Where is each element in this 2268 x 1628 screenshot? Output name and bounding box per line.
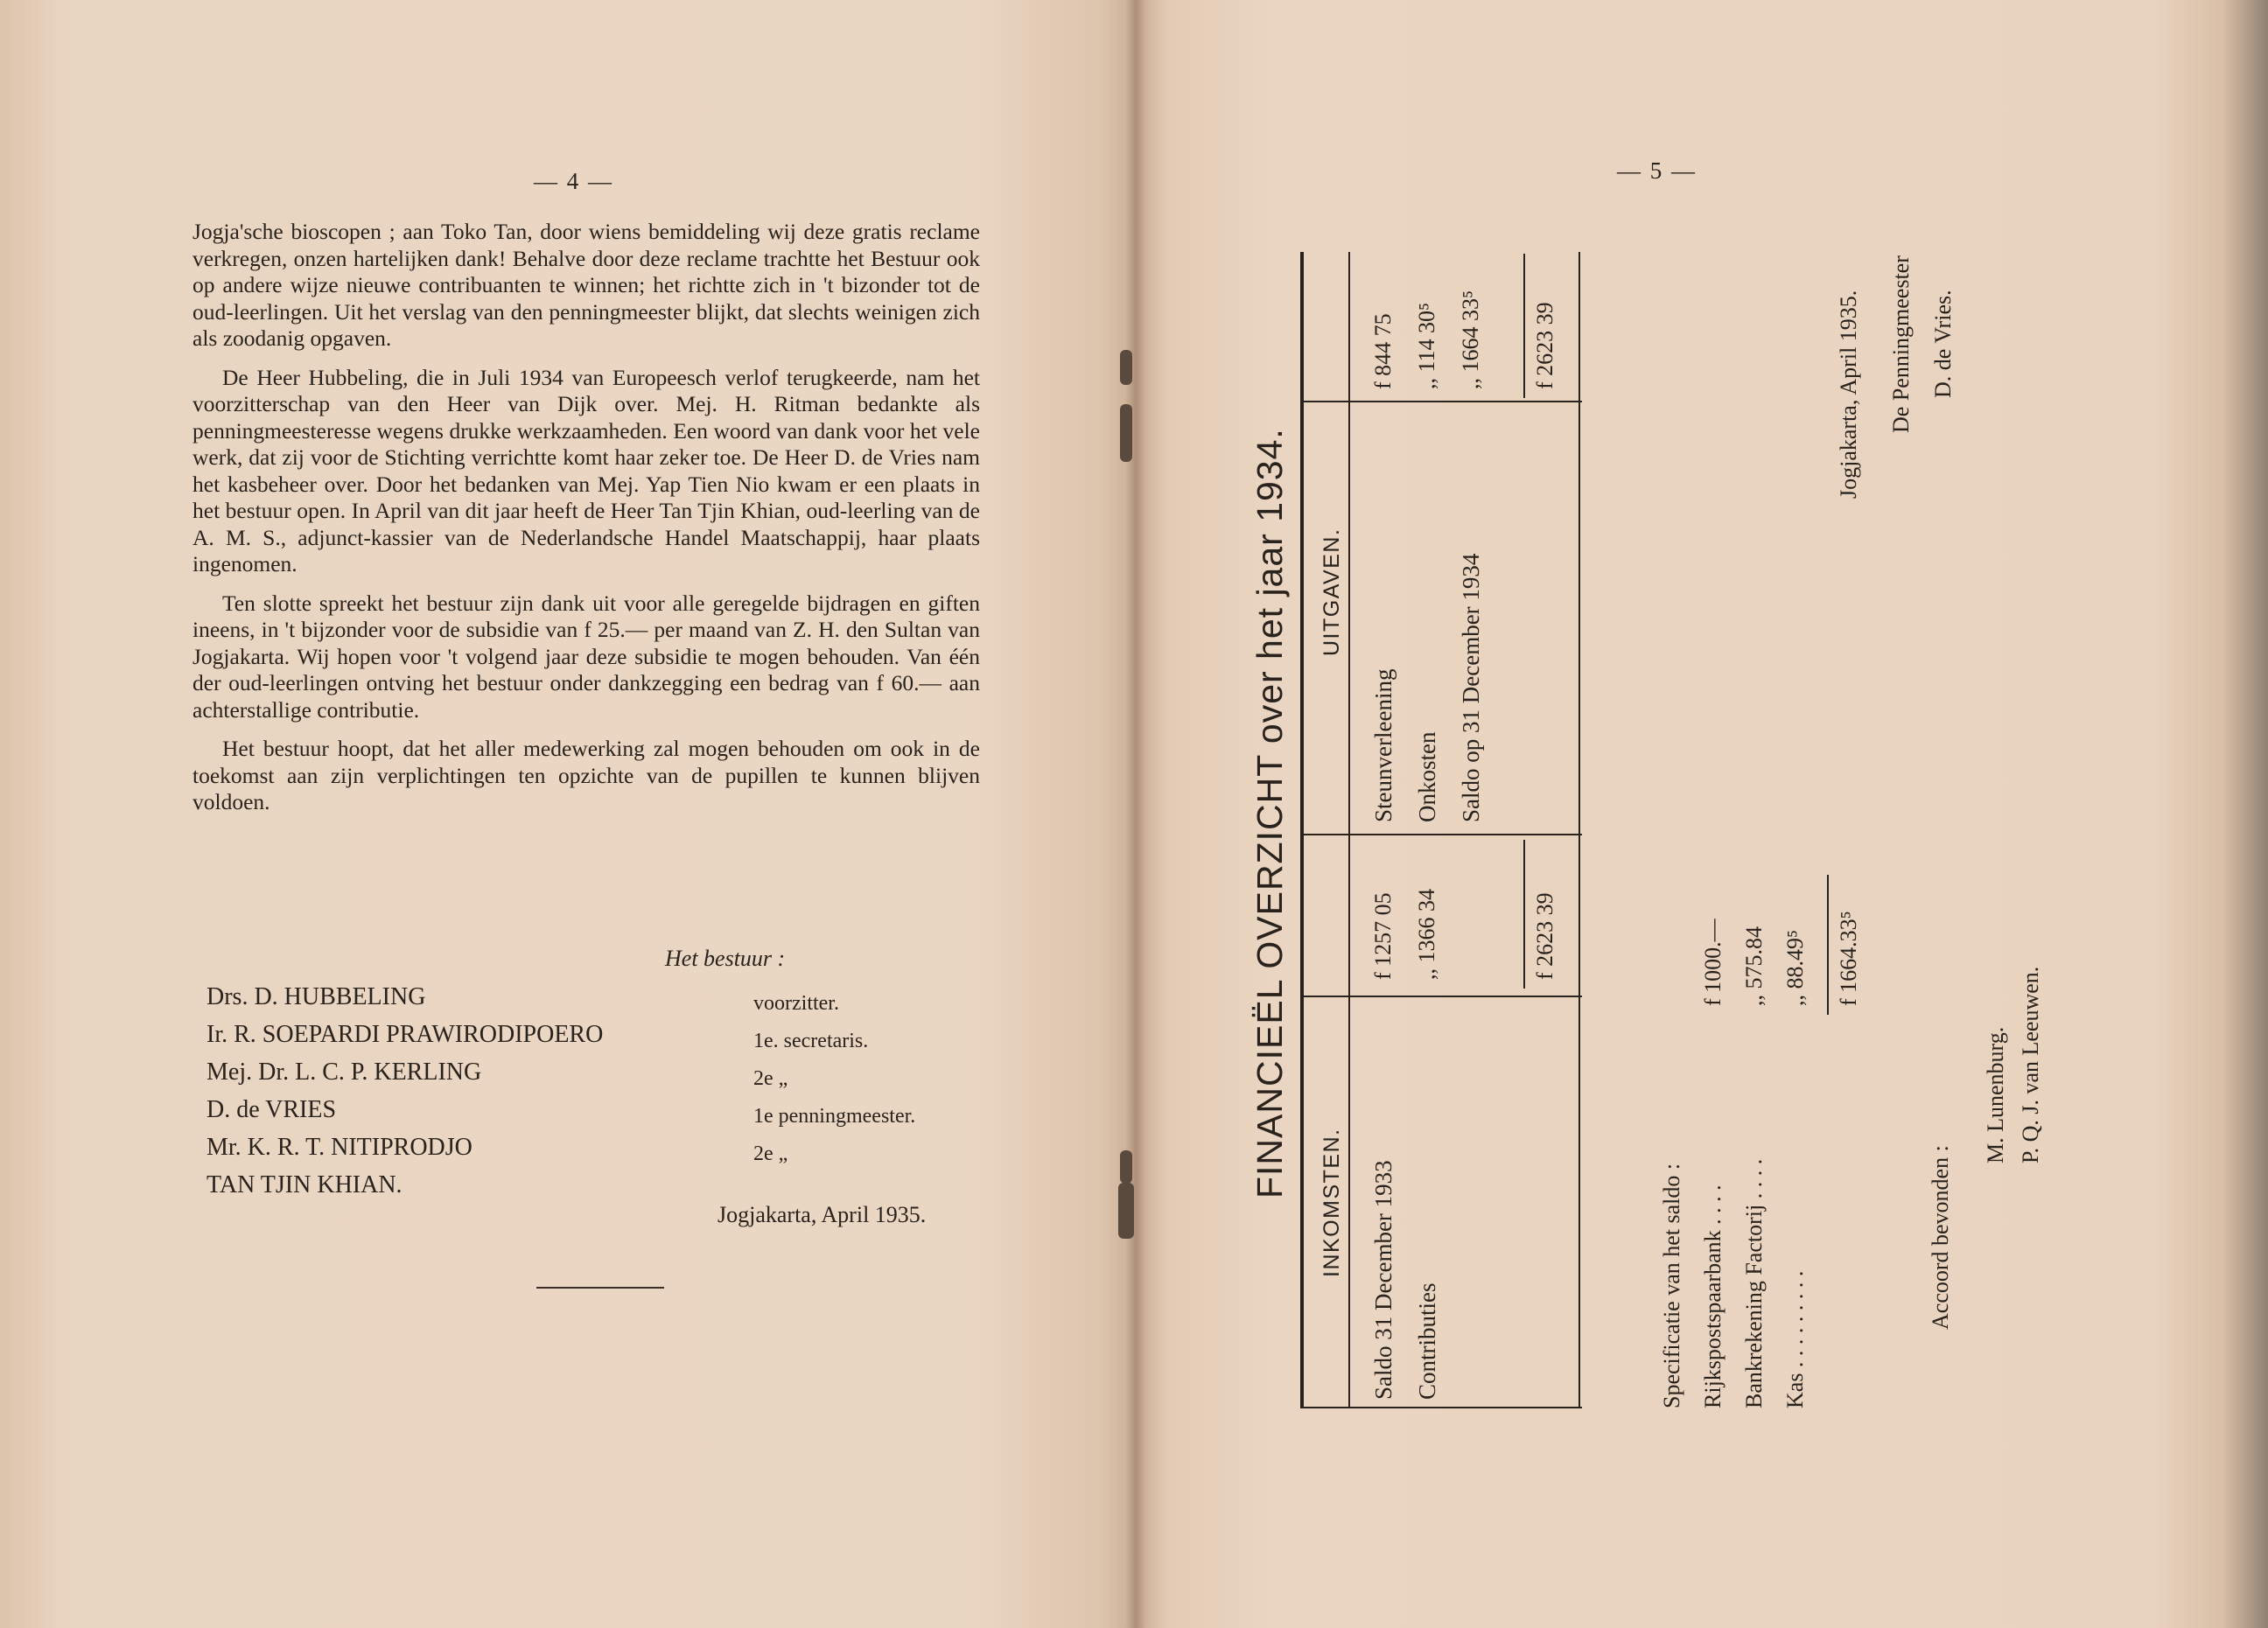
board-heading: Het bestuur :	[665, 946, 786, 971]
spec-total: f 1664.33⁵	[1836, 911, 1861, 1006]
spec-label: Rijkspostspaarbank . . . .	[1700, 1184, 1726, 1408]
paragraph-1: Jogja'sche bioscopen ; aan Toko Tan, door wiens bemiddeling wij deze gratis reclame verkregen, onzen hartelijken dank! Behalve door deze reclame trachtte het Bestuur ook op andere wijze nieuwe contribuanten te winnen; het richtte zich in 't bizonder tot de oud-leerlingen. Uit het verslag van den penningmeester blijkt, dat slechts weinigen zich als zoodanig opgaven.	[192, 219, 980, 351]
board-member	[206, 1057, 994, 1094]
member-role: voorzitter.	[753, 992, 839, 1015]
approved-heading: Accoord bevonden :	[1928, 1145, 1953, 1330]
expense-label: Saldo op 31 December 1934	[1458, 553, 1484, 822]
body-text	[192, 219, 980, 828]
income-header: INKOMSTEN.	[1320, 1128, 1344, 1277]
expense-total: f 2623 39	[1532, 302, 1558, 389]
paragraph-2: De Heer Hubbeling, die in Juli 1934 van Europeesch verlof terugkeerde, nam het voorzitterschap van den Heer van Dijk over. Mej. H. Ritman bedankte als penningmeesteresse wegens drukke werkzaamheden. Een woord van dank voor het vele werk, dat zij voor de Stichting verrichtte komt haar zeker toe. De Heer D. de Vries nam het kasbeheer over. Door het bedanken van Mej. Yap Tien Nio kwam er een plaats in het bestuur open. In April van dit jaar heeft de Heer Tan Tjin Khian, oud-leerling van de A. M. S., adjunct-kassier van de Nederlandsche Handel Maatschappij, haar plaats ingenomen.	[192, 364, 980, 576]
treasurer-title: De Penningmeester	[1888, 255, 1914, 433]
expense-label: Onkosten	[1414, 731, 1440, 822]
approver-name: P. Q. J. van Leeuwen.	[2018, 966, 2043, 1163]
member-role: 2e „	[753, 1067, 788, 1090]
member-role: 1e penningmeester.	[753, 1105, 916, 1128]
staple-bottom	[1120, 1150, 1132, 1184]
board-member	[206, 1094, 994, 1132]
expense-amount: ,, 114 30⁵	[1414, 302, 1439, 389]
financial-title: FINANCIEËL OVERZICHT over het jaar 1934.	[1250, 428, 1290, 1198]
financial-table	[1300, 252, 1582, 1408]
income-amount: ,, 1366 34	[1414, 889, 1439, 980]
member-name: Ir. R. SOEPARDI PRAWIRODIPOERO	[206, 1021, 604, 1048]
page-number-right: — 5 —	[1617, 157, 1697, 184]
closing-rule	[536, 1287, 664, 1289]
income-total: f 2623 39	[1532, 892, 1558, 980]
right-page	[1136, 0, 2268, 1628]
spec-amount: ,, 575.84	[1741, 926, 1767, 1006]
gutter-fold	[1125, 0, 1146, 1628]
staple-top	[1120, 350, 1132, 385]
spec-amount: ,, 88.49⁵	[1782, 929, 1808, 1006]
expense-amount: ,, 1664 33⁵	[1458, 290, 1483, 389]
member-name: TAN TJIN KHIAN.	[206, 1171, 402, 1198]
member-role: 2e „	[753, 1142, 788, 1165]
treasurer-name: D. de Vries.	[1930, 290, 1956, 398]
member-name: D. de VRIES	[206, 1096, 337, 1123]
income-label: Contributies	[1414, 1282, 1440, 1400]
staple-bottom-lower	[1118, 1183, 1134, 1239]
place-date-right: Jogjakarta, April 1935.	[1836, 290, 1861, 499]
income-amount: f 1257 05	[1370, 892, 1396, 980]
spec-heading: Specificatie van het saldo :	[1659, 1163, 1684, 1408]
expense-header: UITGAVEN.	[1320, 528, 1344, 656]
member-role: 1e. secretaris.	[753, 1030, 869, 1052]
board-member	[206, 1170, 994, 1200]
income-label: Saldo 31 December 1933	[1370, 1160, 1396, 1400]
staple-top-lower	[1120, 404, 1132, 462]
approver-name: M. Lunenburg.	[1983, 1026, 2008, 1163]
board-member	[206, 982, 994, 1019]
board-member	[206, 1019, 994, 1057]
spec-label: Kas . . . . . . . . .	[1782, 1270, 1808, 1408]
spec-label: Bankrekening Factorij . . . .	[1741, 1158, 1767, 1408]
page-number-left: — 4 —	[534, 168, 613, 194]
member-name: Drs. D. HUBBELING	[206, 983, 426, 1010]
paragraph-4: Het bestuur hoopt, dat het aller medewerking zal mogen behouden om ook in de toekomst aan zijn verplichtingen ten opzichte van de pupillen te kunnen blijven voldoen.	[192, 736, 980, 814]
board-member	[206, 1132, 994, 1170]
member-name: Mr. K. R. T. NITIPRODJO	[206, 1134, 472, 1161]
paragraph-3: Ten slotte spreekt het bestuur zijn dank uit voor alle geregelde bijdragen en giften ineens, in 't bijzonder voor de subsidie van f 25.— per maand van Z. H. den Sultan van Jogjakarta. Wij hopen voor 't volgend jaar deze subsidie te mogen behouden. Van één der oud-leerlingen ontving het bestuur onder dankzegging een bedrag van f 60.— aan achterstallige contributie.	[192, 590, 980, 723]
expense-label: Steunverleening	[1370, 668, 1396, 822]
rotated-content	[1136, 0, 2268, 1627]
spec-amount: f 1000.—	[1700, 919, 1726, 1006]
place-date-left: Jogjakarta, April 1935.	[718, 1202, 927, 1227]
board-list	[206, 982, 994, 1200]
member-name: Mej. Dr. L. C. P. KERLING	[206, 1059, 482, 1086]
expense-amount: f 844 75	[1370, 313, 1396, 389]
